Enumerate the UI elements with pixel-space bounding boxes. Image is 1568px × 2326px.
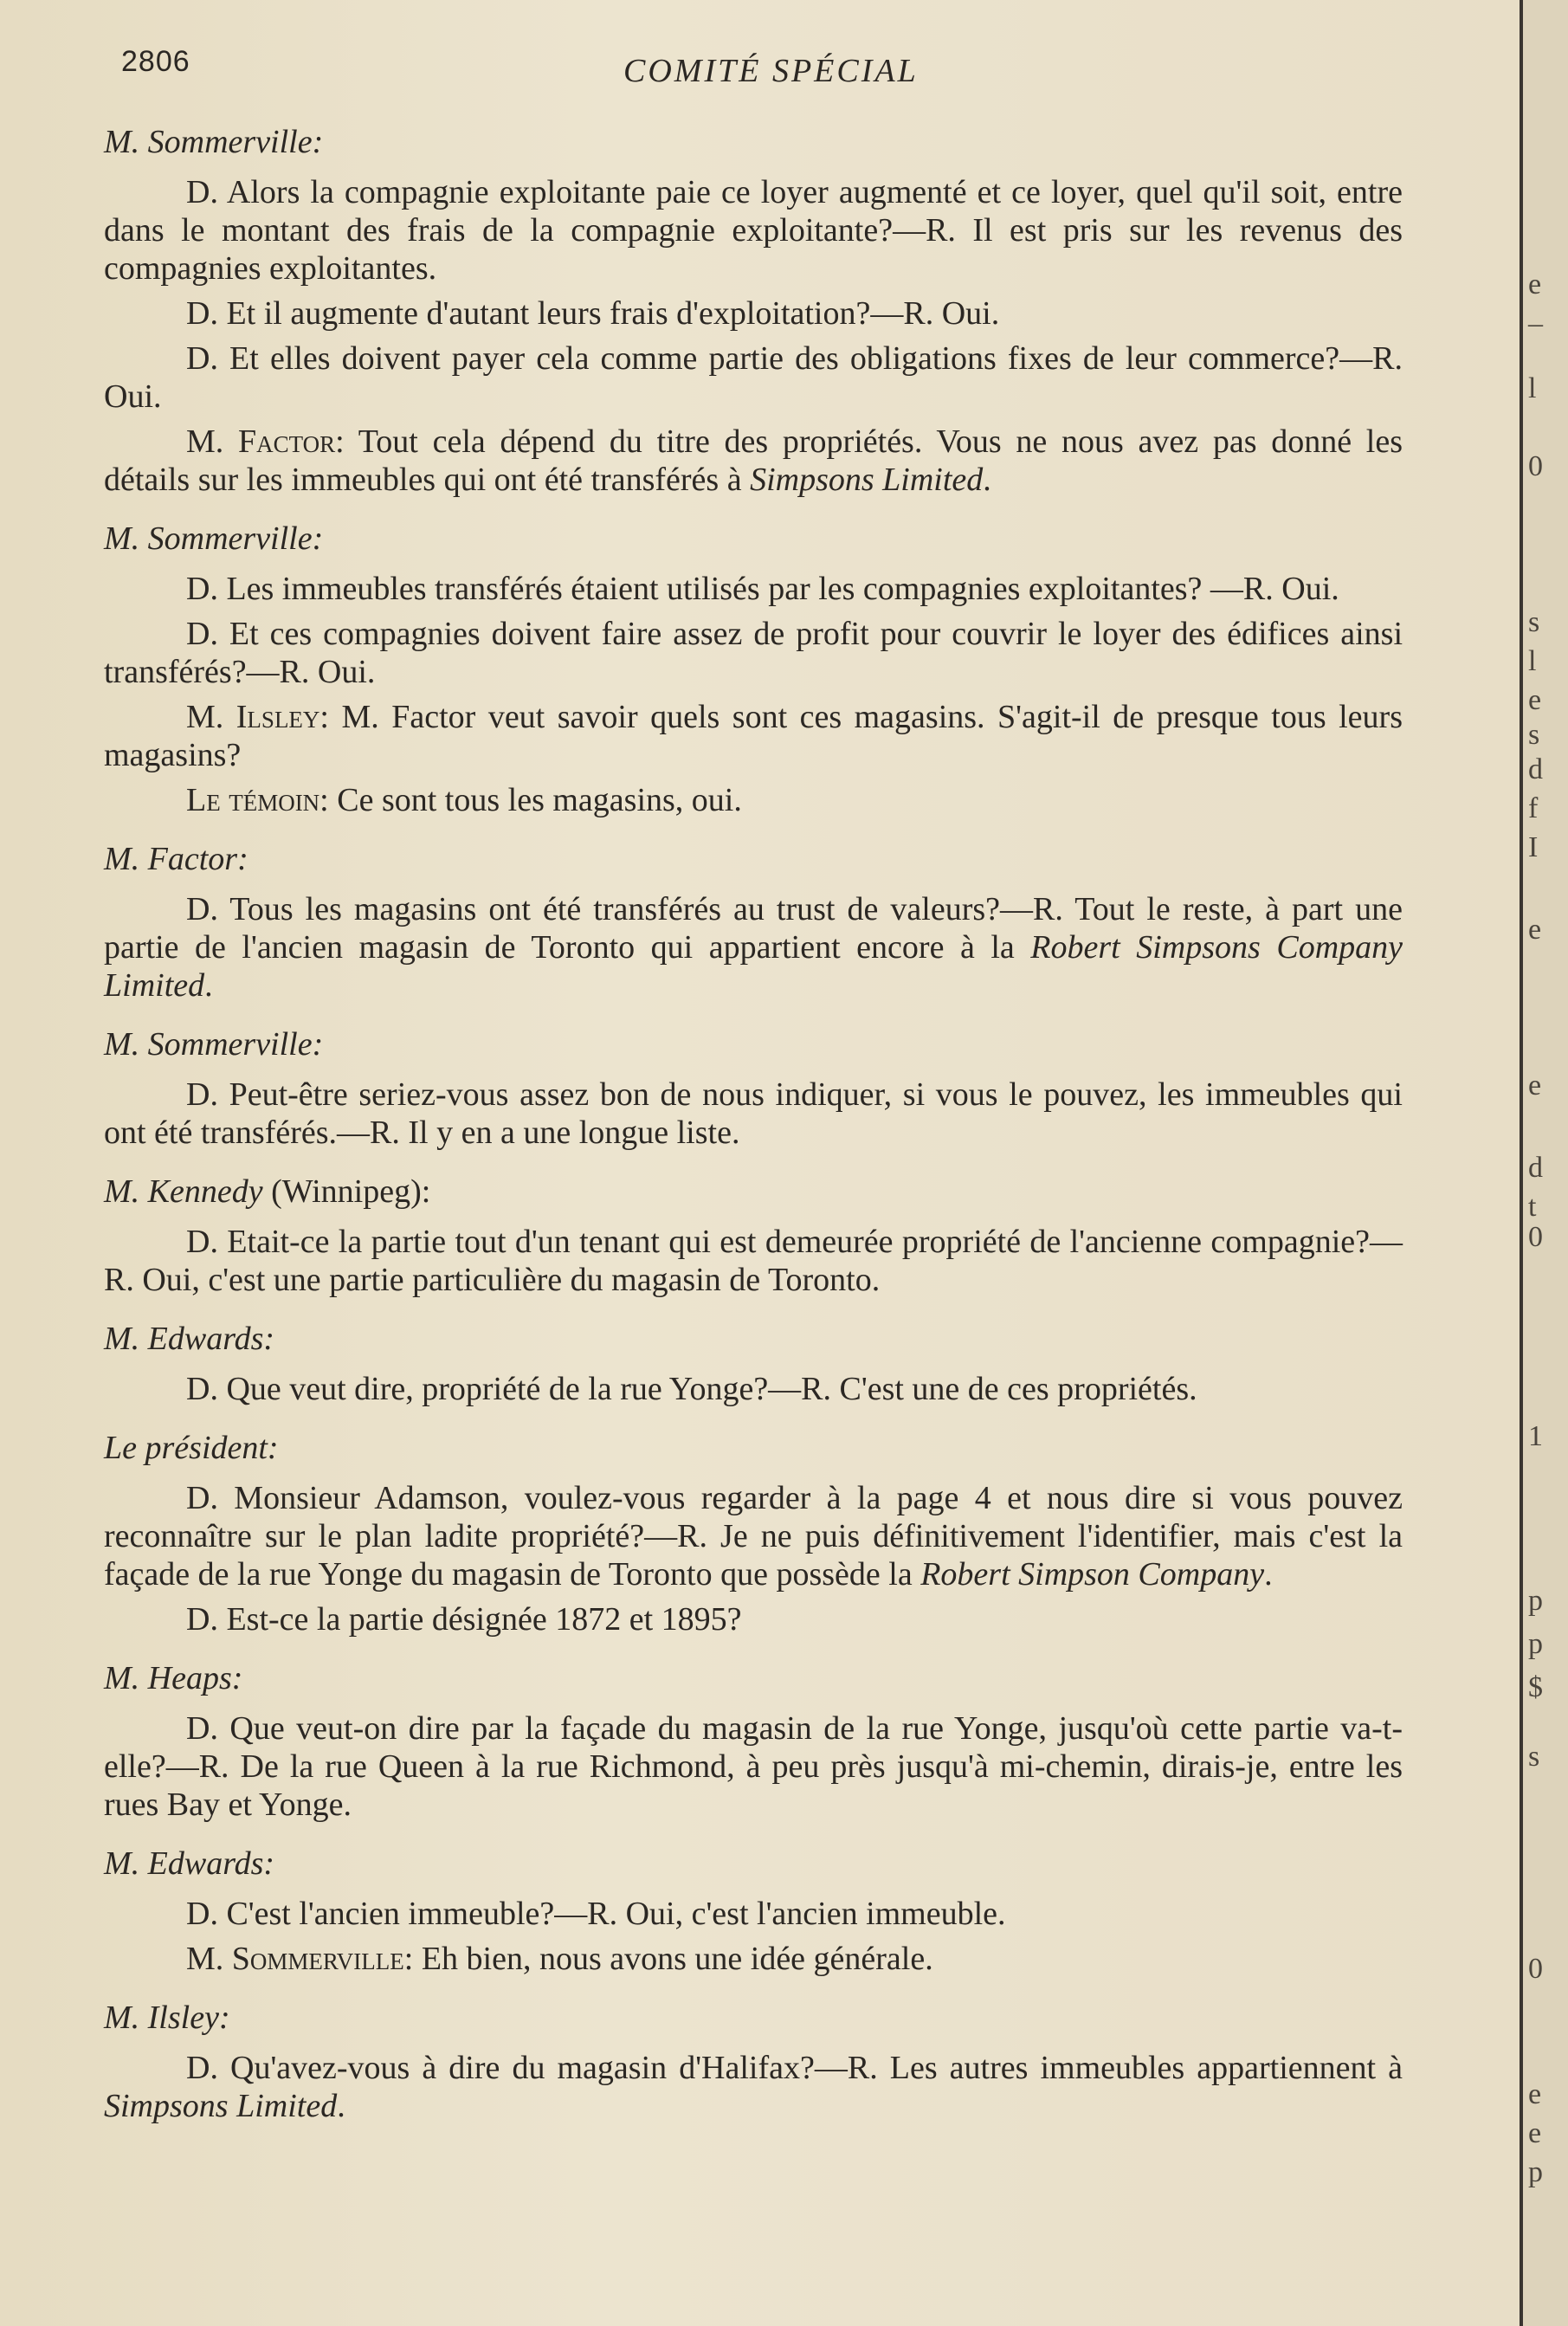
paragraph-text: M. Factor veut savoir quels sont ces magasins. S'agit-il de presque tous leurs magasins? bbox=[104, 699, 1403, 773]
inline-speaker: M. Factor: bbox=[186, 423, 345, 460]
inline-speaker: M. Ilsley: bbox=[186, 699, 329, 735]
inline-speaker: M. Sommerville: bbox=[186, 1941, 414, 1977]
edge-character: e bbox=[1528, 2078, 1542, 2110]
paragraph-text: Eh bien, nous avons une idée générale. bbox=[413, 1941, 933, 1977]
speaker-heading bbox=[104, 1845, 1403, 1883]
edge-character: p bbox=[1528, 2156, 1543, 2188]
edge-character: 0 bbox=[1528, 1953, 1543, 1985]
testimony-paragraph bbox=[104, 615, 1403, 691]
speaker-heading bbox=[104, 1173, 1403, 1211]
speaker-name: M. Heaps: bbox=[104, 1660, 243, 1696]
paragraph-text: D. Et elles doivent payer cela comme partie des obligations fixes de leur commerce?—R. Oui. bbox=[104, 340, 1403, 415]
speaker-name: Le président: bbox=[104, 1430, 279, 1466]
paragraph-text: D. C'est l'ancien immeuble?—R. Oui, c'est l'ancien immeuble. bbox=[186, 1896, 1006, 1932]
testimony-paragraph bbox=[104, 2049, 1403, 2125]
speaker-heading bbox=[104, 520, 1403, 558]
edge-character: e bbox=[1528, 2117, 1542, 2149]
speaker-name: M. Factor: bbox=[104, 841, 248, 877]
speaker-name: M. Kennedy bbox=[104, 1173, 263, 1210]
edge-character: e bbox=[1528, 684, 1542, 716]
testimony-paragraph bbox=[104, 1479, 1403, 1593]
edge-character: 0 bbox=[1528, 450, 1543, 482]
testimony-paragraph bbox=[104, 1895, 1403, 1933]
speaker-heading bbox=[104, 1320, 1403, 1358]
speaker-heading bbox=[104, 840, 1403, 878]
edge-character: 0 bbox=[1528, 1221, 1543, 1253]
edge-character: l bbox=[1528, 645, 1537, 677]
speaker-heading bbox=[104, 1659, 1403, 1697]
page-number: 2806 bbox=[121, 45, 190, 78]
speaker-name: M. Edwards: bbox=[104, 1321, 275, 1357]
paragraph-text: Ce sont tous les magasins, oui. bbox=[328, 782, 742, 818]
edge-character: d bbox=[1528, 1152, 1543, 1184]
edge-character: e bbox=[1528, 268, 1542, 300]
edge-character: f bbox=[1528, 792, 1539, 824]
paragraph-end: . bbox=[337, 2088, 345, 2124]
speaker-name: M. Ilsley: bbox=[104, 2000, 230, 2036]
italic-name: Robert Simpsons Company Limited bbox=[104, 929, 1403, 1004]
paragraph-text: D. Alors la compagnie exploitante paie ce loyer augmenté et ce loyer, quel qu'il soit, entre dans le montant des frais de la compagnie exploitante?—R. Il est pris sur les revenus des compagnies exploitantes. bbox=[104, 174, 1403, 287]
paragraph-end: . bbox=[204, 967, 213, 1004]
paragraph-text: D. Et il augmente d'autant leurs frais d'exploitation?—R. Oui. bbox=[186, 295, 1000, 332]
speaker-qualifier: (Winnipeg): bbox=[262, 1173, 431, 1210]
running-head: COMITÉ SPÉCIAL bbox=[623, 53, 919, 89]
edge-character: s bbox=[1528, 719, 1540, 751]
testimony-paragraph bbox=[104, 339, 1403, 416]
paragraph-text: D. Est-ce la partie désignée 1872 et 1895? bbox=[186, 1601, 742, 1638]
testimony-paragraph bbox=[104, 570, 1403, 608]
testimony-paragraph bbox=[104, 698, 1403, 774]
testimony-paragraph bbox=[104, 1076, 1403, 1152]
paragraph-text: Tout cela dépend du titre des propriétés. Vous ne nous avez pas donné les détails sur les immeubles qui ont été transférés à bbox=[104, 423, 1403, 498]
edge-character: e bbox=[1528, 1069, 1542, 1102]
speaker-heading bbox=[104, 1429, 1403, 1467]
testimony-paragraph bbox=[104, 173, 1403, 288]
edge-character: $ bbox=[1528, 1671, 1543, 1703]
speaker-name: M. Sommerville: bbox=[104, 1026, 324, 1063]
testimony-paragraph bbox=[104, 294, 1403, 333]
testimony-paragraph bbox=[104, 1600, 1403, 1638]
testimony-paragraph bbox=[104, 1709, 1403, 1824]
italic-name: Simpsons Limited bbox=[104, 2088, 338, 2124]
paragraph-text: D. Les immeubles transférés étaient utilisés par les compagnies exploitantes? —R. Oui. bbox=[186, 571, 1339, 607]
paragraph-end: . bbox=[983, 462, 991, 498]
adjacent-page-edge bbox=[1523, 0, 1568, 2326]
testimony-paragraph bbox=[104, 423, 1403, 499]
speaker-heading bbox=[104, 1999, 1403, 2037]
paragraph-text: D. Tous les magasins ont été transférés au trust de valeurs?—R. Tout le reste, à part une partie de l'ancien magasin de Toronto qui appartient encore à la bbox=[104, 891, 1403, 966]
speaker-heading bbox=[104, 123, 1403, 161]
italic-name: Robert Simpson Company bbox=[920, 1556, 1265, 1593]
paragraph-text: D. Que veut-on dire par la façade du magasin de la rue Yonge, jusqu'où cette partie va-t-elle?—R. De la rue Queen à la rue Richmond, à peu près jusqu'à mi-chemin, dirais-je, entre les rues Bay et Yonge. bbox=[104, 1710, 1403, 1823]
edge-character: s bbox=[1528, 606, 1540, 638]
paragraph-text: D. Qu'avez-vous à dire du magasin d'Halifax?—R. Les autres immeubles appartiennent à bbox=[186, 2050, 1403, 2086]
paragraph-text: D. Etait-ce la partie tout d'un tenant qui est demeurée propriété de l'ancienne compagnie?—R. Oui, c'est une partie particulière du magasin de Toronto. bbox=[104, 1224, 1403, 1298]
page-body bbox=[104, 102, 1403, 2132]
paragraph-text: D. Que veut dire, propriété de la rue Yonge?—R. C'est une de ces propriétés. bbox=[186, 1371, 1197, 1407]
speaker-name: M. Sommerville: bbox=[104, 124, 324, 160]
edge-character: e bbox=[1528, 914, 1542, 946]
testimony-paragraph bbox=[104, 1223, 1403, 1299]
edge-character: l bbox=[1528, 372, 1537, 404]
paragraph-end: . bbox=[1264, 1556, 1273, 1593]
edge-character: 1 bbox=[1528, 1420, 1543, 1452]
speaker-heading bbox=[104, 1025, 1403, 1063]
testimony-paragraph bbox=[104, 1940, 1403, 1978]
paragraph-text: D. Et ces compagnies doivent faire assez de profit pour couvrir le loyer des édifices ainsi transférés?—R. Oui. bbox=[104, 616, 1403, 690]
edge-character: I bbox=[1528, 831, 1539, 863]
testimony-paragraph bbox=[104, 1370, 1403, 1408]
inline-speaker: Le témoin: bbox=[186, 782, 329, 818]
paragraph-text: D. Peut-être seriez-vous assez bon de nous indiquer, si vous le pouvez, les immeubles qui ont été transférés.—R. Il y en a une longue liste. bbox=[104, 1076, 1403, 1151]
paragraph-text: D. Monsieur Adamson, voulez-vous regarder à la page 4 et nous dire si vous pouvez reconnaître sur le plan ladite propriété?—R. Je ne puis définitivement l'identifier, mais c'est la façade de la rue Yonge du magasin de Toronto que possède la bbox=[104, 1480, 1403, 1593]
speaker-name: M. Sommerville: bbox=[104, 520, 324, 557]
edge-character: p bbox=[1528, 1585, 1543, 1617]
edge-character: d bbox=[1528, 753, 1543, 785]
edge-character: p bbox=[1528, 1628, 1543, 1660]
speaker-name: M. Edwards: bbox=[104, 1845, 275, 1882]
testimony-paragraph bbox=[104, 890, 1403, 1005]
edge-character: s bbox=[1528, 1741, 1540, 1773]
edge-character: – bbox=[1528, 307, 1543, 339]
testimony-paragraph bbox=[104, 781, 1403, 819]
italic-name: Simpsons Limited bbox=[750, 462, 984, 498]
edge-character: t bbox=[1528, 1191, 1537, 1223]
